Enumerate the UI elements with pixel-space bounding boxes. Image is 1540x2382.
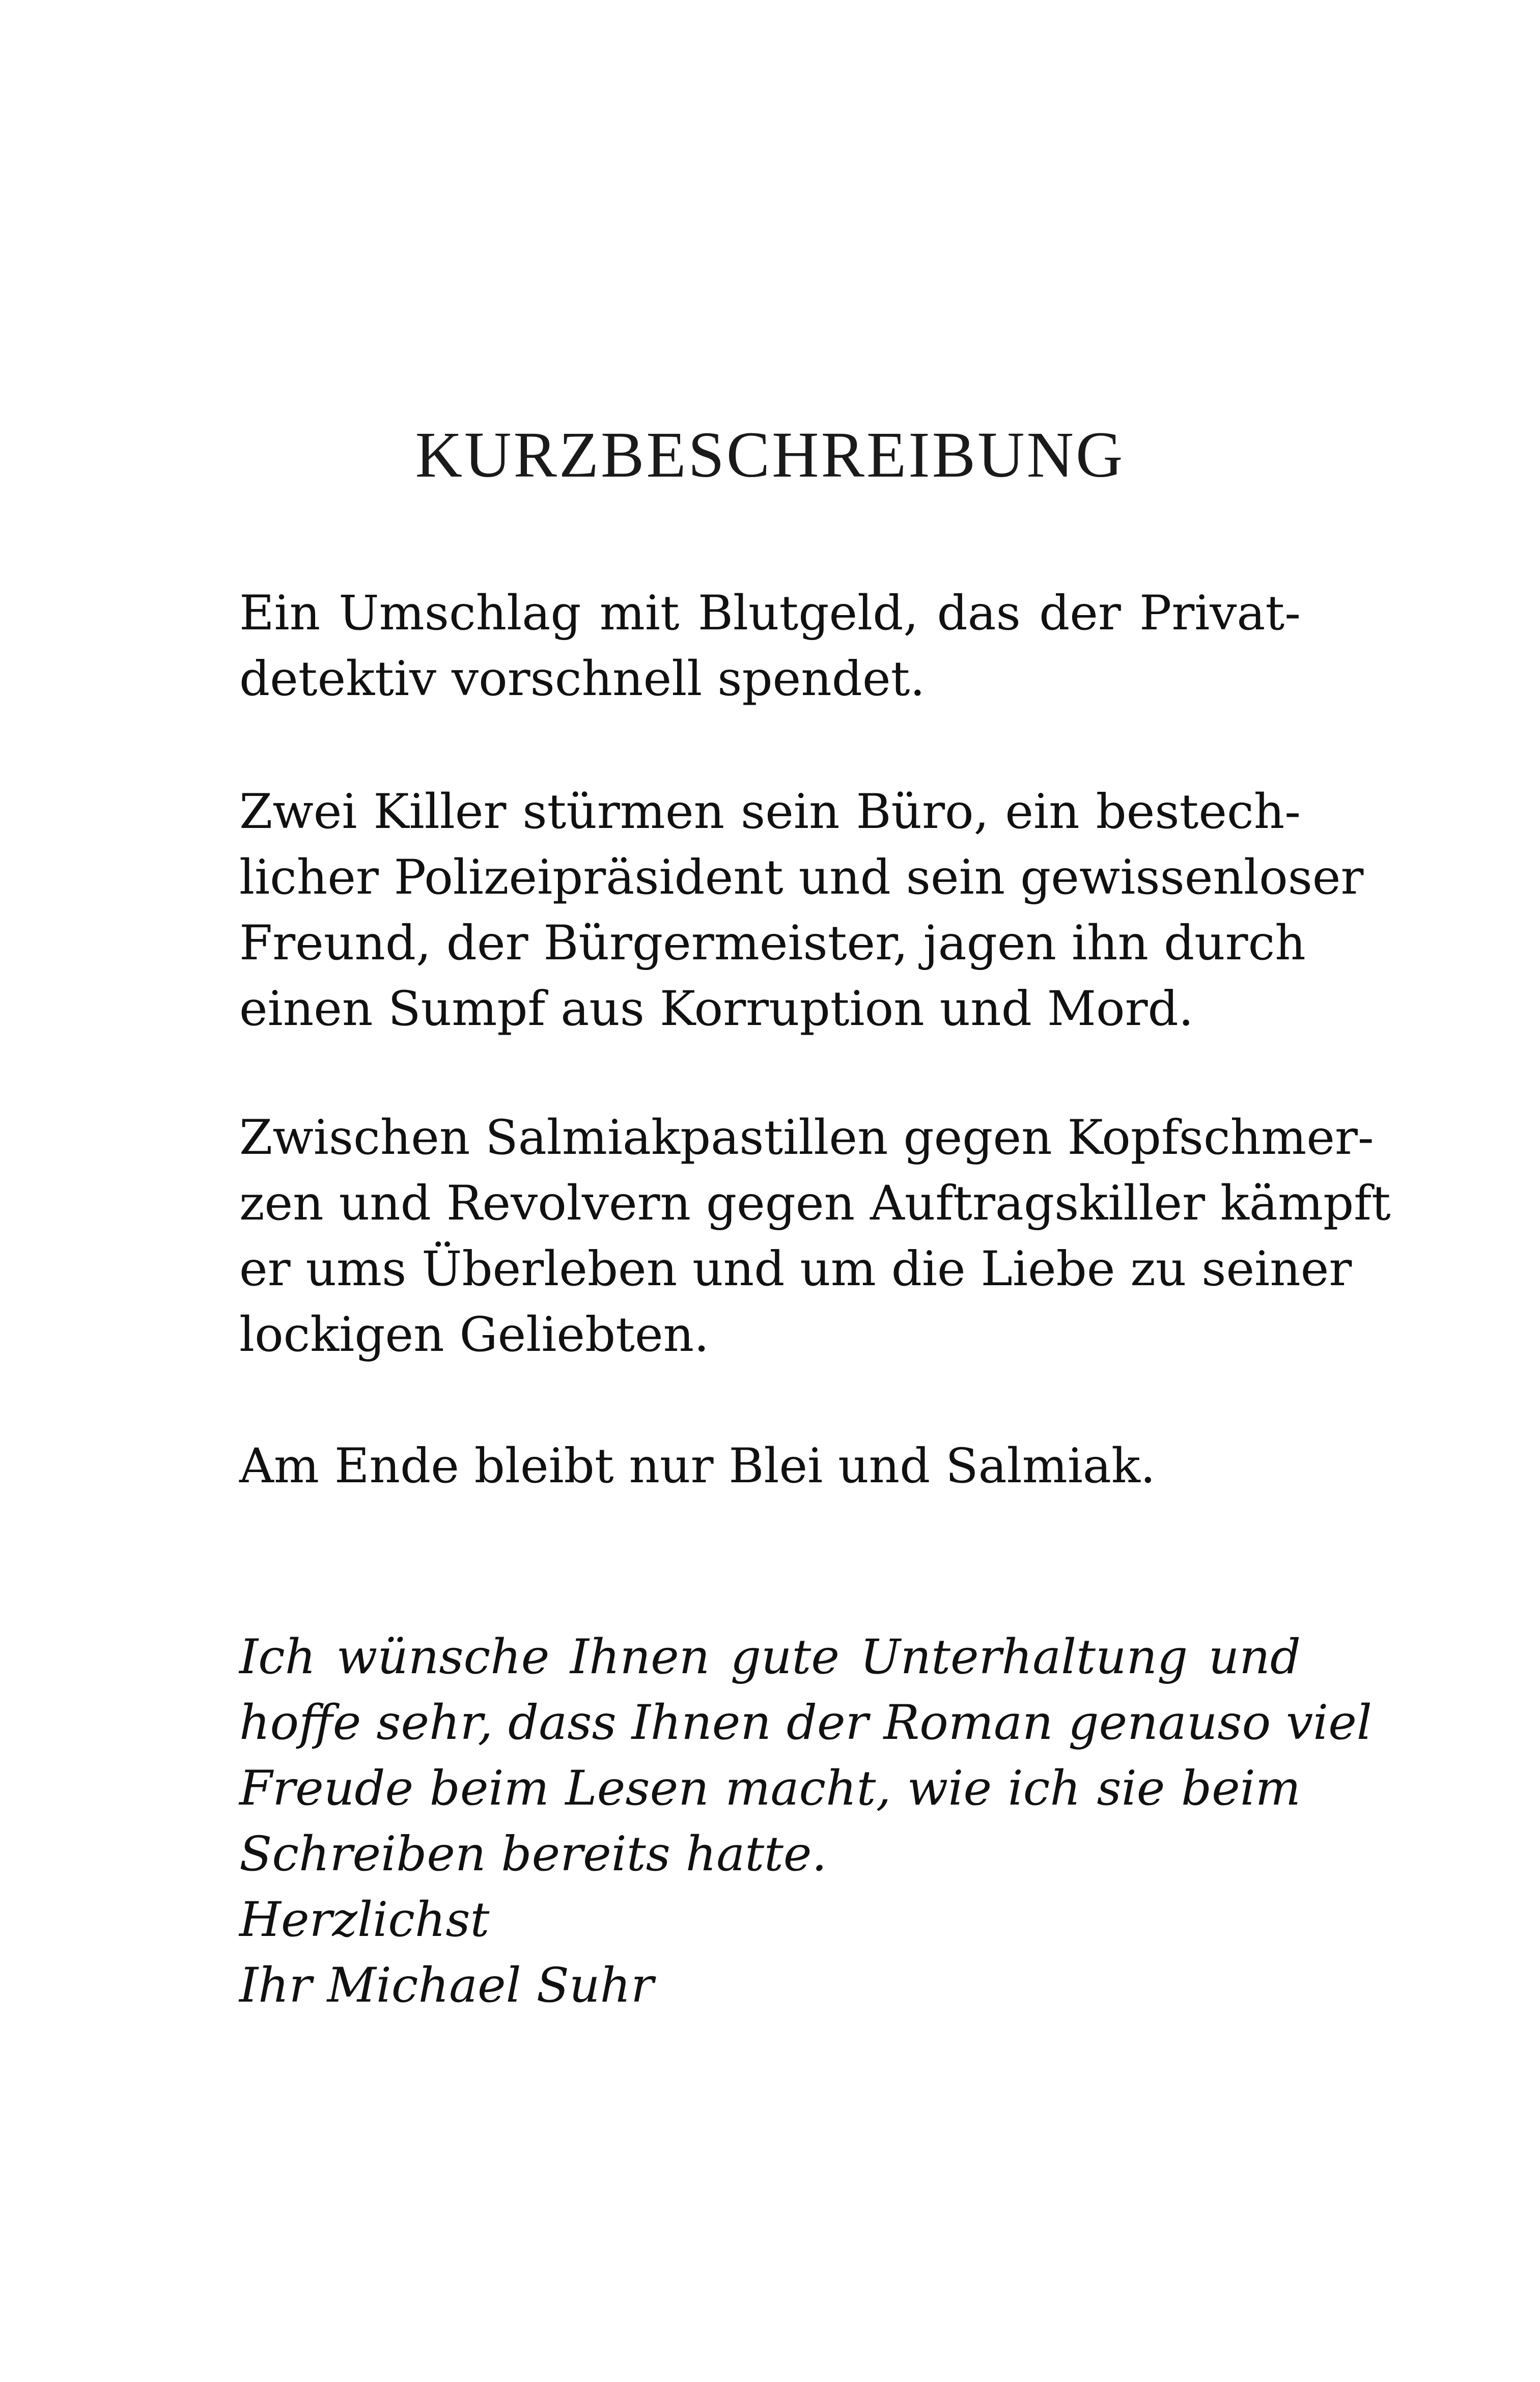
paragraph-line: Freund, der Bürgermeister, jagen ihn durch: [239, 916, 1306, 971]
closing-line: hoffe sehr, dass Ihnen der Roman genauso viel: [239, 1695, 1372, 1751]
paragraph-line: licher Polizeipräsident und sein gewissenloser: [239, 850, 1364, 905]
closing-note: [239, 1624, 1372, 2018]
paragraph-1: [239, 580, 1301, 712]
paragraph-line: detektiv vorschnell spendet.: [239, 651, 926, 707]
paragraph-2: [239, 779, 1364, 1042]
author-signature: Ihr Michael Suhr: [239, 1958, 654, 2013]
paragraph-line: zen und Revolvern gegen Auftragskiller kämpft: [239, 1176, 1391, 1231]
paragraph-line: Zwischen Salmiakpastillen gegen Kopfschmer-: [239, 1110, 1374, 1166]
paragraph-line: einen Sumpf aus Korruption und Mord.: [239, 981, 1194, 1037]
closing-line: Freude beim Lesen macht, wie ich sie beim: [239, 1761, 1301, 1816]
paragraph-line: Ein Umschlag mit Blutgeld, das der Privat-: [239, 586, 1301, 641]
paragraph-line: Zwei Killer stürmen sein Büro, ein bestech-: [239, 784, 1301, 840]
paragraph-3: [239, 1105, 1391, 1368]
closing-line: Schreiben bereits hatte.: [239, 1826, 827, 1882]
closing-line: Ich wünsche Ihnen gute Unterhaltung und: [239, 1629, 1301, 1685]
paragraph-line: er ums Überleben und um die Liebe zu seiner: [239, 1241, 1352, 1297]
page-title: KURZBESCHREIBUNG: [415, 419, 1125, 491]
paragraph-line: Am Ende bleibt nur Blei und Salmiak.: [239, 1438, 1156, 1494]
paragraph-line: lockigen Geliebten.: [239, 1307, 710, 1363]
paragraph-4: [239, 1433, 1301, 1499]
closing-salutation: Herzlichst: [239, 1892, 490, 1948]
